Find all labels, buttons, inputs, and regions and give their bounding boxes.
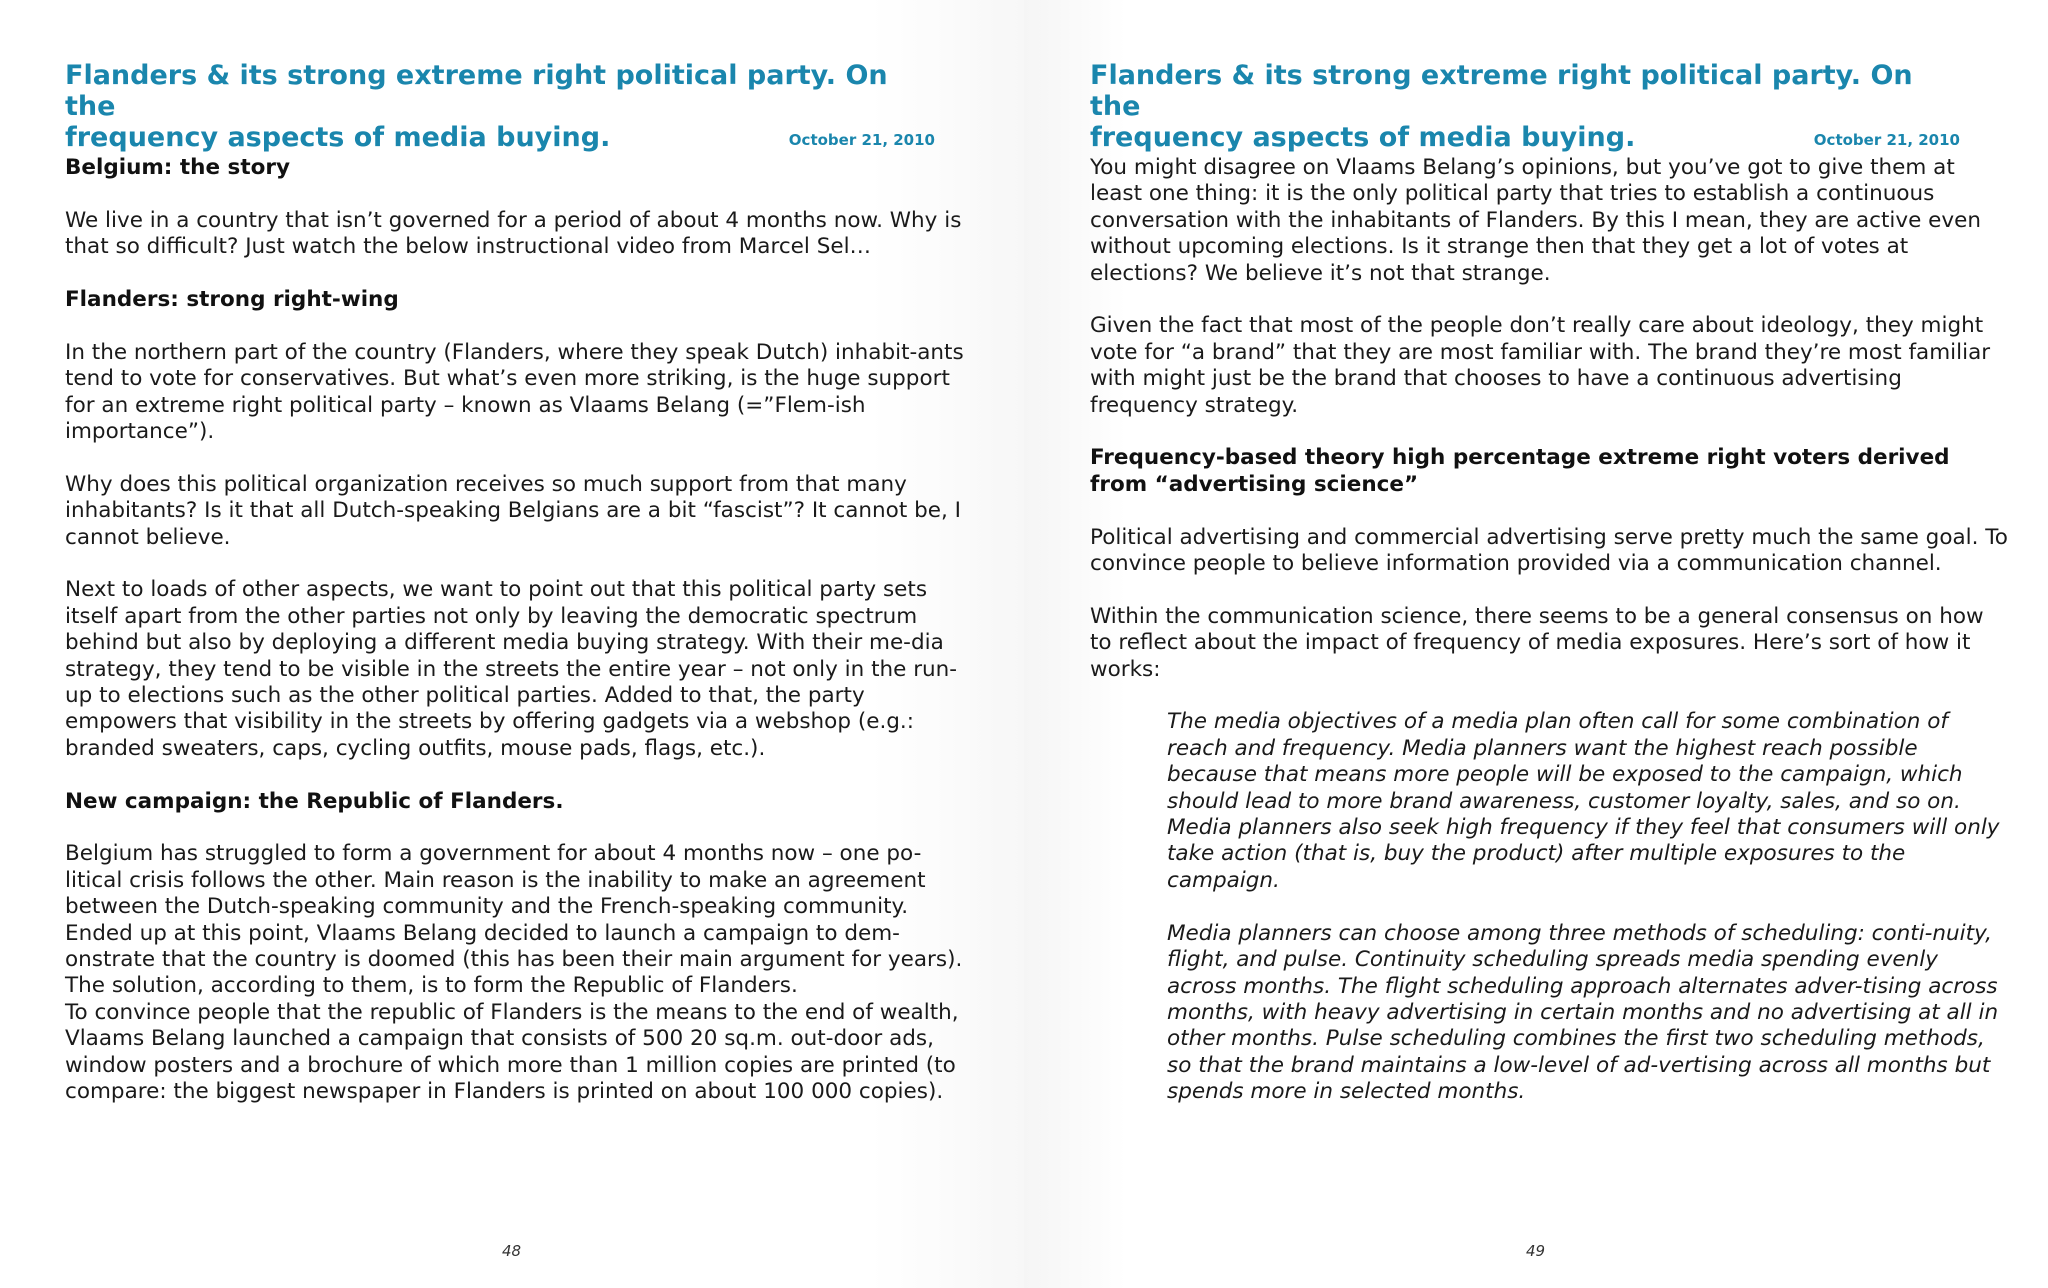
page-number: 49 — [1526, 1242, 1546, 1260]
paragraph: Political advertising and commercial advertising serve pretty much the same goal. To convince people to believe information provided via a communication channel. — [1090, 524, 2008, 577]
right-page — [1024, 0, 2048, 1288]
paragraph: Given the fact that most of the people don’t really care about ideology, they might vote for “a brand” that they are most familiar with. The brand they’re most familiar with might just be the brand that chooses to have a continuous advertising frequency strategy. — [1090, 313, 1991, 418]
block-quote: The media objectives of a media plan often call for some combination of reach and frequency. Media planners want the highest reach possible because that means more people will be exposed to the campaign, which should lead to more brand awareness, customer loyalty, sales, and so on. Media planners also seek high frequency if they feel that consumers will only take action (that is, buy the product) after multiple exposures to the campaign. — [1167, 709, 2000, 893]
paragraph: In the northern part of the country (Flanders, where they speak Dutch) inhabit-ants tend to vote for conservatives. But what’s even more striking, is the huge support for an extreme right political party – known as Vlaams Belang (=”Flem-ish importance”). — [65, 339, 964, 445]
section-heading-frequency-theory: Frequency-based theory high percentage extreme right voters derived from “advertising science” — [1090, 445, 1950, 497]
paragraph: To convince people that the republic of Flanders is the means to the end of wealth, Vlaams Belang launched a campaign that consists of 500 20 sq.m. out-door ads, window posters and a brochure of which more than 1 million copies are printed (to compare: the biggest newspaper in Flanders is printed on about 100 000 copies). — [65, 999, 959, 1105]
left-page-header — [65, 60, 935, 153]
paragraph: Why does this political organization receives so much support from that many inhabitants? Is it that all Dutch-speaking Belgians are a bit “fascist”? It cannot be, I cannot believe. — [65, 471, 961, 550]
post-date: October 21, 2010 — [1813, 131, 1960, 149]
left-page-body — [65, 155, 965, 1106]
post-date: October 21, 2010 — [788, 131, 935, 149]
right-page-header — [1090, 60, 1960, 153]
section-heading-belgium-story: Belgium: the story — [65, 155, 291, 180]
paragraph: Within the communication science, there seems to be a general consensus on how to reflect about the impact of frequency of media exposures. Here’s sort of how it works: — [1090, 603, 1984, 682]
paragraph: We live in a country that isn’t governed for a period of about 4 months now. Why is that so difficult? Just watch the below instructional video from Marcel Sel… — [65, 207, 962, 260]
section-heading-new-campaign: New campaign: the Republic of Flanders. — [65, 788, 564, 814]
paragraph: Next to loads of other aspects, we want to point out that this political party sets itself apart from the other parties not only by leaving the democratic spectrum behind but also by deploying a different media buying strategy. With their me-dia strategy, they tend to be visible in the streets the entire year – not only in the run-up to elections such as the other political parties. Added to that, the party empowers that visibility in the streets by offering gadgets via a webshop (e.g.: branded sweaters, caps, cycling outfits, mouse pads, flags, etc.). — [65, 577, 958, 761]
page-number: 48 — [502, 1242, 522, 1260]
page-title-line-1: Flanders & its strong extreme right political party. On the — [1090, 60, 1913, 122]
right-page-body — [1090, 155, 2010, 1106]
page-title-line-2: frequency aspects of media buying. — [1090, 122, 1636, 153]
right-page-content — [1090, 60, 2010, 1106]
left-page-content — [65, 60, 965, 1106]
paragraph: You might disagree on Vlaams Belang’s opinions, but you’ve got to give them at least one thing: it is the only political party that tries to establish a continuous conversation with the inhabitants of Flanders. By this I mean, they are active even without upcoming elections. Is it strange then that they get a lot of votes at elections? We believe it’s not that strange. — [1090, 155, 1981, 286]
block-quote: Media planners can choose among three methods of scheduling: conti-nuity, flight, and pulse. Continuity scheduling spreads media spending evenly across months. The flight scheduling approach alternates adver-tising across months, with heavy advertising in certain months and no advertising at all in other months. Pulse scheduling combines the first two scheduling methods, so that the brand maintains a low-level of ad-vertising across all months but spends more in selected months. — [1167, 920, 1999, 1105]
page-title-line-2: frequency aspects of media buying. — [65, 122, 611, 153]
section-heading-flanders-right-wing: Flanders: strong right-wing — [65, 287, 399, 312]
paragraph: Belgium has struggled to form a government for about 4 months now – one po-litical crisis follows the other. Main reason is the inability to make an agreement between the Dutch-speaking community and the French-speaking community. Ended up at this point, Vlaams Belang decided to launch a campaign to dem-onstrate that the country is doomed (this has been their main argument for years). The solution, according to them, is to form the Republic of Flanders. — [65, 841, 963, 999]
page-title-line-1: Flanders & its strong extreme right political party. On the — [65, 60, 888, 122]
